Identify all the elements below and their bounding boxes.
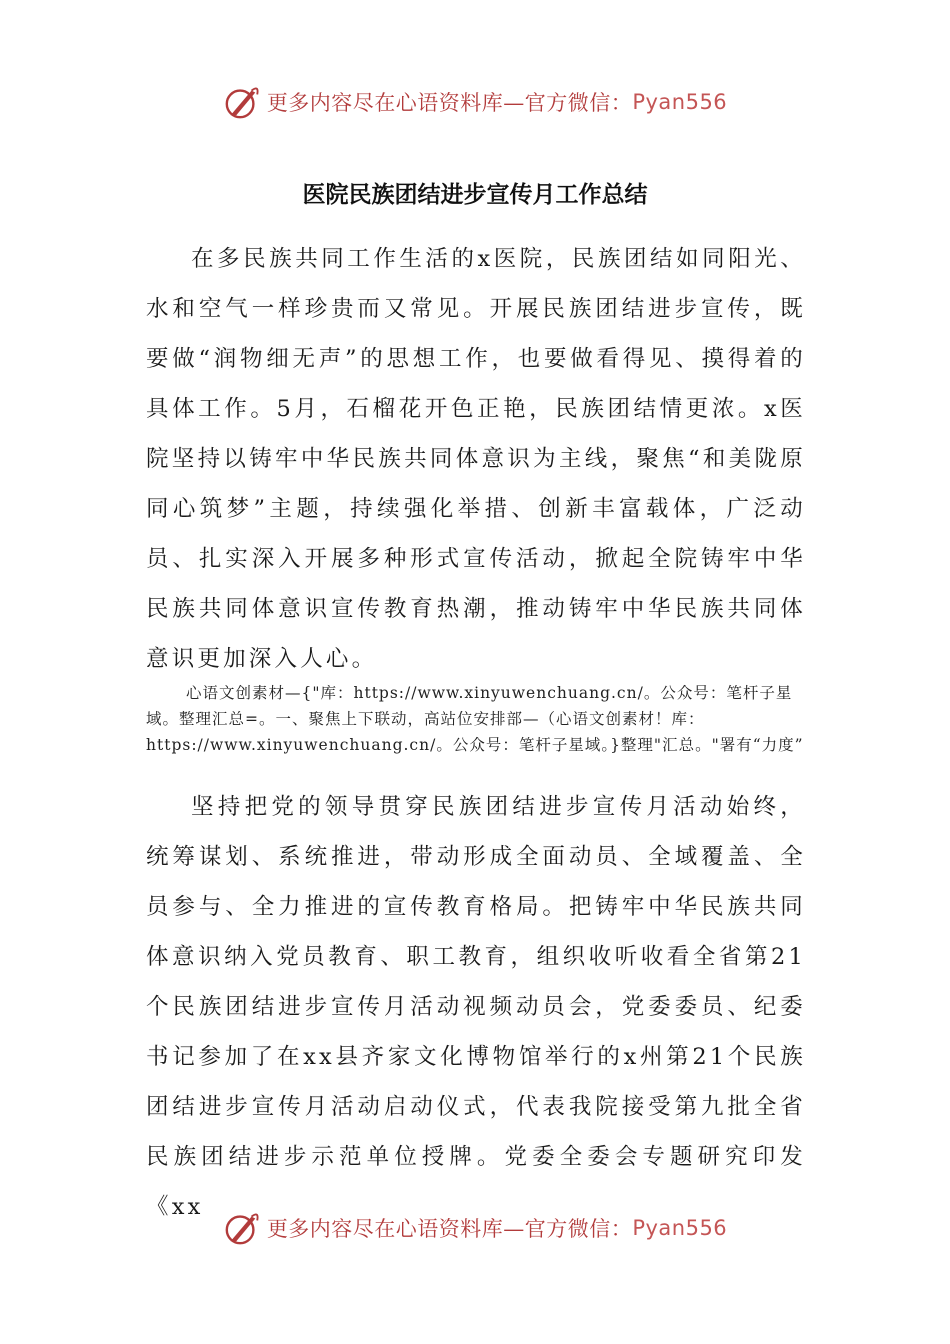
- banner-wechat-id: Pyan556: [632, 90, 728, 114]
- page-title: 医院民族团结进步宣传月工作总结: [302, 182, 648, 208]
- quill-pen-logo-icon: [223, 1209, 261, 1247]
- quill-pen-logo-icon: [223, 83, 261, 121]
- paragraph-intro: 在多民族共同工作生活的x医院，民族团结如同阳光、水和空气一样珍贵而又常见。开展民族团结进步宣传，既要做“润物细无声”的思想工作，也要做看得见、摸得着的具体工作。5月，石榴花开色正艳，民族团结情更浓。x医院坚持以铸牢中华民族共同体意识为主线，聚焦“和美陇原同心筑梦”主题，持续强化举措、创新丰富载体，广泛动员、扎实深入开展多种形式宣传活动，掀起全院铸牢中华民族共同体意识宣传教育热潮，推动铸牢中华民族共同体意识更加深入人心。: [146, 246, 806, 672]
- banner-wechat-id: Pyan556: [632, 1216, 728, 1240]
- banner-text: 更多内容尽在心语资料库—官方微信：: [266, 1217, 633, 1241]
- source-note: 心语文创素材—{"库：https://www.xinyuwenchuang.cn/。公众号：笔杆子星域。整理汇总=。一、聚焦上下联动，高站位安排部—（心语文创素材！库：https://www.xinyuwenchuang.cn/。公众号：笔杆子星域。}整理"汇总。"署有“力度”: [146, 684, 804, 754]
- footer-banner: [0, 1206, 950, 1250]
- banner-text: 更多内容尽在心语资料库—官方微信：: [266, 91, 633, 115]
- header-banner: [0, 80, 950, 124]
- paragraph-section-1: 坚持把党的领导贯穿民族团结进步宣传月活动始终，统筹谋划、系统推进，带动形成全面动员、全域覆盖、全员参与、全力推进的宣传教育格局。把铸牢中华民族共同体意识纳入党员教育、职工教育，组织收听收看全省第21个民族团结进步宣传月活动视频动员会，党委委员、纪委书记参加了在xx县齐家文化博物馆举行的x州第21个民族团结进步宣传月活动启动仪式，代表我院接受第九批全省民族团结进步示范单位授牌。党委全委会专题研究印发《xx: [146, 794, 806, 1220]
